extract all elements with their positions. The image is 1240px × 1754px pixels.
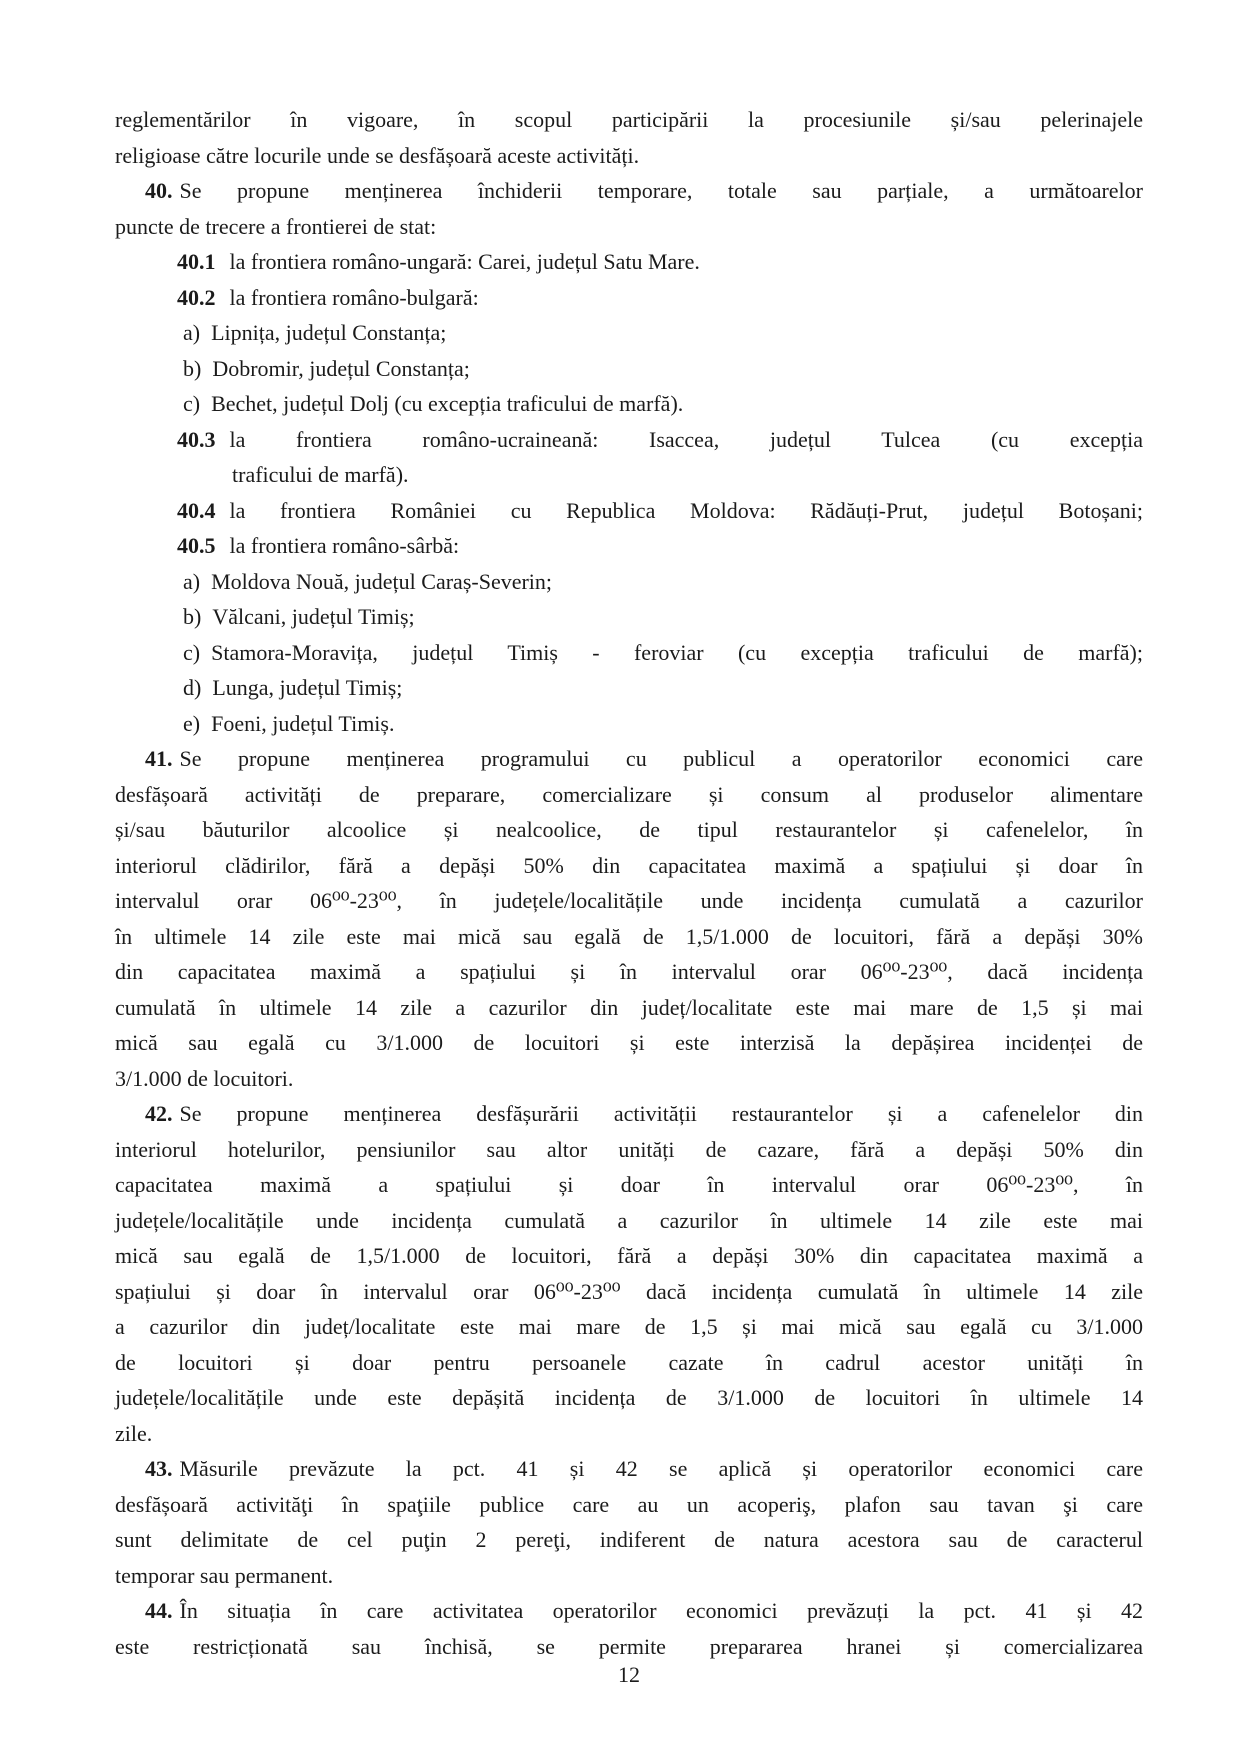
text-line: capacitatea maximă a spațiului și doar în intervalul orar 06⁰⁰-23⁰⁰, în xyxy=(115,1172,1143,1197)
text-line xyxy=(115,173,1143,209)
item-number: d) xyxy=(183,675,202,700)
paragraph-403 xyxy=(115,422,1143,493)
text-line xyxy=(115,635,1143,671)
line-text: Bechet, județul Dolj (cu excepția traficului de marfă). xyxy=(211,391,684,416)
item-number: 40.4 xyxy=(177,497,216,523)
item-number: 41. xyxy=(145,746,173,771)
text-line xyxy=(115,670,1143,706)
text-line: din capacitatea maximă a spațiului și în intervalul orar 06⁰⁰-23⁰⁰, dacă incidența xyxy=(115,959,1143,984)
line-text: Se propune menținerea închiderii temporare, totale sau parțiale, a următoarelor xyxy=(179,178,1143,203)
line-text: la frontiera româno-ucraineană: Isaccea, județul Tulcea (cu excepția xyxy=(229,426,1143,452)
text-line xyxy=(115,741,1143,777)
text-line: traficului de marfă). xyxy=(232,462,409,487)
item-number: 40.1 xyxy=(177,249,216,274)
text-line: sunt delimitate de cel puţin 2 pereţi, indiferent de natura acestora sau de caracterul xyxy=(115,1527,1143,1552)
line-text: În situația în care activitatea operatorilor economici prevăzuți la pct. 41 și 42 xyxy=(179,1598,1143,1623)
text-line: temporar sau permanent. xyxy=(115,1562,334,1588)
text-line xyxy=(115,1451,1143,1487)
text-line: județele/localitățile unde incidența cumulată a cazurilor în ultimele 14 zile este mai xyxy=(115,1207,1143,1233)
text-line: mică sau egală cu 3/1.000 de locuitori și este interzisă la depășirea incidenței de xyxy=(115,1030,1143,1055)
text-line xyxy=(115,1593,1143,1629)
text-line xyxy=(115,706,1143,742)
item-number: a) xyxy=(183,320,201,345)
text-line xyxy=(115,493,1143,529)
item-number: 42. xyxy=(145,1101,173,1126)
paragraph-42 xyxy=(115,1096,1143,1451)
paragraph-a xyxy=(115,315,1143,351)
text-line xyxy=(115,386,1143,422)
text-line xyxy=(115,1096,1143,1132)
text-line: spațiului și doar în intervalul orar 06⁰⁰-23⁰⁰ dacă incidența cumulată în ultimele 14 zile xyxy=(115,1278,1143,1304)
line-text: la frontiera româno-sârbă: xyxy=(229,533,460,558)
text-line: este restricționată sau închisă, se permite prepararea hranei și comercializarea xyxy=(115,1633,1143,1659)
text-line: de locuitori și doar pentru persoanele cazate în cadrul acestor unități în xyxy=(115,1349,1143,1375)
line-text: Foeni, județul Timiș. xyxy=(211,710,395,736)
item-number: 43. xyxy=(145,1456,173,1481)
text-line: interiorul clădirilor, fără a depăși 50% din capacitatea maximă a spațiului și doar în xyxy=(115,852,1143,878)
item-number: c) xyxy=(183,391,201,416)
paragraph-b xyxy=(115,351,1143,387)
text-line xyxy=(115,564,1143,600)
text-line: religioase către locurile unde se desfășoară aceste activități. xyxy=(115,142,640,168)
text-line: desfășoară activităţi în spaţiile publice care au un acoperiş, plafon sau tavan şi care xyxy=(115,1491,1143,1517)
item-number: b) xyxy=(183,355,202,381)
text-line: și/sau băuturilor alcoolice și nealcoolice, de tipul restaurantelor și cafenelelor, în xyxy=(115,817,1143,842)
document-text xyxy=(115,102,1143,1664)
text-line: cumulată în ultimele 14 zile a cazurilor din județ/localitate este mai mare de 1,5 și mai xyxy=(115,994,1143,1020)
item-number: c) xyxy=(183,639,201,665)
item-number: 40.2 xyxy=(177,284,216,310)
paragraph-c xyxy=(115,386,1143,422)
paragraph-40 xyxy=(115,173,1143,244)
paragraph-43 xyxy=(115,1451,1143,1593)
line-text: Măsurile prevăzute la pct. 41 și 42 se aplică și operatorilor economici care xyxy=(179,1456,1143,1481)
line-text: Moldova Nouă, județul Caraș-Severin; xyxy=(211,568,553,594)
paragraph-405 xyxy=(115,528,1143,564)
paragraph-404 xyxy=(115,493,1143,529)
item-number: e) xyxy=(183,710,201,736)
line-text: Lipnița, județul Constanța; xyxy=(211,320,447,345)
item-number: 40. xyxy=(145,178,173,203)
text-line: în ultimele 14 zile este mai mică sau egală de 1,5/1.000 de locuitori, fără a depăși 30% xyxy=(115,923,1143,949)
line-text: Dobromir, județul Constanța; xyxy=(212,355,470,381)
text-line xyxy=(115,599,1143,635)
text-line xyxy=(115,280,1143,316)
text-line: a cazurilor din județ/localitate este mai mare de 1,5 și mai mică sau egală cu 3/1.000 xyxy=(115,1314,1143,1339)
text-line xyxy=(115,422,1143,458)
paragraph-a xyxy=(115,564,1143,600)
text-line: zile. xyxy=(115,1420,153,1446)
paragraph-401 xyxy=(115,244,1143,280)
text-line: desfășoară activități de preparare, comercializare și consum al produselor alimentare xyxy=(115,781,1143,807)
line-text: la frontiera româno-ungară: Carei, județul Satu Mare. xyxy=(229,249,700,274)
paragraph-c xyxy=(115,635,1143,671)
text-line: 3/1.000 de locuitori. xyxy=(115,1065,294,1091)
text-line: interiorul hotelurilor, pensiunilor sau altor unități de cazare, fără a depăși 50% din xyxy=(115,1136,1143,1162)
text-line: puncte de trecere a frontierei de stat: xyxy=(115,213,437,239)
text-line: intervalul orar 06⁰⁰-23⁰⁰, în județele/localitățile unde incidența cumulată a cazurilor xyxy=(115,888,1143,913)
line-text: la frontiera României cu Republica Moldova: Rădăuți-Prut, județul Botoșani; xyxy=(229,497,1143,523)
item-number: 40.5 xyxy=(177,533,216,558)
paragraph-41 xyxy=(115,741,1143,1096)
item-number: 40.3 xyxy=(177,426,216,452)
paragraph-402 xyxy=(115,280,1143,316)
line-text: Lunga, județul Timiș; xyxy=(212,675,403,700)
paragraph-e xyxy=(115,706,1143,742)
line-text: la frontiera româno-bulgară: xyxy=(229,284,479,310)
page-number: 12 xyxy=(618,1662,640,1687)
text-line xyxy=(115,315,1143,351)
paragraph-b xyxy=(115,599,1143,635)
paragraph-d xyxy=(115,670,1143,706)
text-line xyxy=(115,351,1143,387)
item-number: 44. xyxy=(145,1598,173,1623)
item-number: a) xyxy=(183,568,201,594)
text-line: județele/localitățile unde este depășită incidența de 3/1.000 de locuitori în ultimele 14 xyxy=(115,1385,1143,1410)
paragraph-44 xyxy=(115,1593,1143,1664)
line-text: Vălcani, județul Timiș; xyxy=(212,604,415,629)
line-text: Stamora-Moravița, județul Timiș - feroviar (cu excepția traficului de marfă); xyxy=(211,639,1143,665)
line-text: Se propune menținerea programului cu publicul a operatorilor economici care xyxy=(179,746,1143,771)
item-number: b) xyxy=(183,604,202,629)
text-line: reglementărilor în vigoare, în scopul participării la procesiunile și/sau pelerinajele xyxy=(115,107,1143,132)
text-line: mică sau egală de 1,5/1.000 de locuitori, fără a depăși 30% din capacitatea maximă a xyxy=(115,1243,1143,1268)
line-text: Se propune menținerea desfășurării activității restaurantelor și a cafenelelor din xyxy=(179,1101,1143,1126)
paragraph xyxy=(115,102,1143,173)
text-line xyxy=(115,244,1143,280)
text-line xyxy=(115,528,1143,564)
